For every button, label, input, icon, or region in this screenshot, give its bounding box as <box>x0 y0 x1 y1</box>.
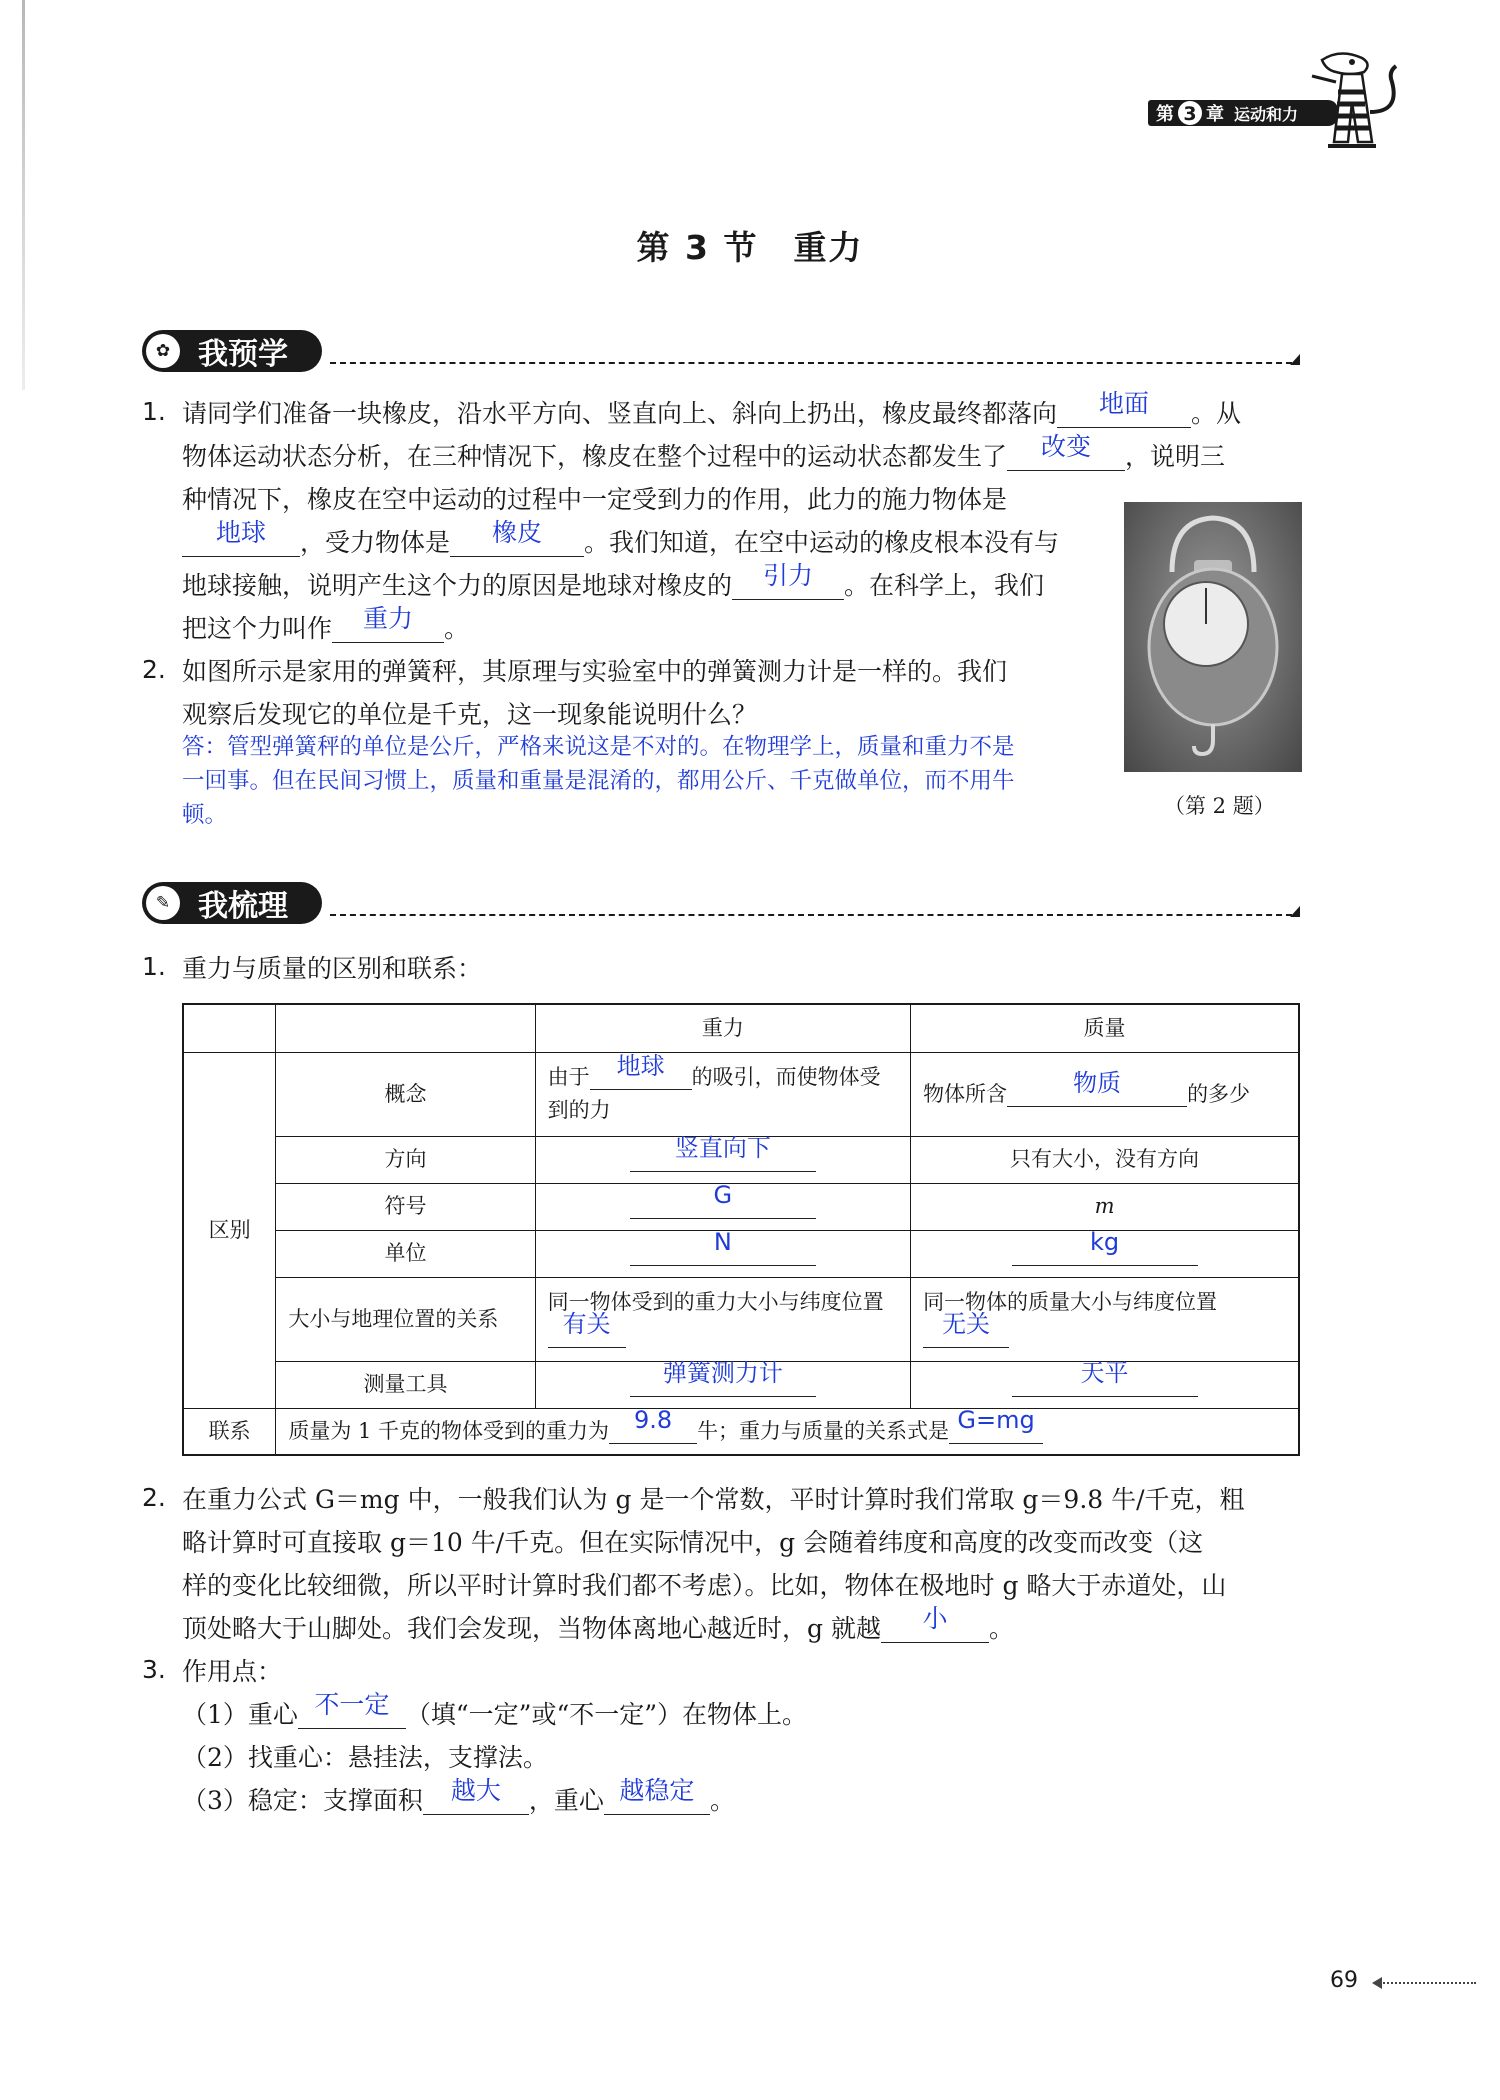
answer-gravity-symbol: G <box>713 1181 733 1209</box>
q1-text: 请同学们准备一块橡皮，沿水平方向、竖直向上、斜向上扔出，橡皮最终都落向 <box>182 399 1058 428</box>
q1-text: 。 <box>444 614 470 643</box>
q1-text: ，受力物体是 <box>300 528 451 557</box>
item3-text: （3）稳定：支撑面积 <box>182 1786 423 1815</box>
cell-mass-unit <box>911 1230 1299 1277</box>
q2-line2: 观察后发现它的单位是千克，这一现象能说明什么？ <box>182 700 758 729</box>
cell-gravity-concept <box>535 1052 910 1136</box>
item3-blank-1[interactable] <box>298 1690 406 1729</box>
page-number: 69 <box>1330 1968 1358 1993</box>
table-header-row <box>183 1004 1299 1052</box>
cell-text: 质量为 1 千克的物体受到的重力为 <box>288 1418 610 1443</box>
cell-gravity-symbol <box>535 1183 910 1230</box>
q1-answer-6: 重力 <box>363 604 414 633</box>
q1-number: 1. <box>142 397 166 426</box>
item3-answer-1: 不一定 <box>314 1690 390 1719</box>
row-label-unit: 单位 <box>276 1230 535 1277</box>
q1-answer-2: 改变 <box>1041 432 1092 461</box>
answer-mass-location: 无关 <box>942 1310 991 1338</box>
q1-answer-5: 引力 <box>763 561 814 590</box>
organize-banner-label: 我梳理 <box>198 889 288 924</box>
item3-title: 作用点： <box>182 1657 283 1686</box>
item3-blank-2[interactable] <box>423 1776 529 1815</box>
item3-sub3 <box>182 1776 1282 1823</box>
item3-text: （1）重心 <box>182 1700 298 1729</box>
cell-gravity-unit <box>535 1230 910 1277</box>
blank-gravity-symbol[interactable] <box>630 1181 816 1219</box>
blank-gravity-unit[interactable] <box>630 1228 816 1266</box>
row-label-location: 大小与地理位置的关系 <box>276 1277 535 1361</box>
organize-banner <box>142 882 1300 928</box>
q1-line2 <box>182 432 1302 479</box>
table-row <box>183 1230 1299 1277</box>
item3-answer-3: 越稳定 <box>619 1776 695 1805</box>
row-label-tool: 测量工具 <box>276 1361 535 1408</box>
table-corner <box>276 1004 535 1052</box>
spring-scale-icon <box>1124 502 1302 772</box>
q2-answer-line2: 一回事。但在民间习惯上，质量和重量是混淆的，都用公斤、千克做单位，而不用牛 <box>182 768 1015 794</box>
q1-text: ，说明三 <box>1125 442 1226 471</box>
q1-text: 。在科学上，我们 <box>844 571 1045 600</box>
item3-blank-3[interactable] <box>604 1776 710 1815</box>
answer-gravity-unit: N <box>713 1228 732 1256</box>
item3-text: ，重心 <box>528 1786 604 1815</box>
chapter-number: 3 <box>1178 101 1202 125</box>
item2-line2: 略计算时可直接取 g＝10 牛/千克。但在实际情况中，g 会随着纬度和高度的改变而改变（这 <box>182 1528 1204 1557</box>
organize-badge-icon: ✎ <box>146 886 180 920</box>
row-label-symbol: 符号 <box>276 1183 535 1230</box>
table-corner <box>183 1004 276 1052</box>
answer-relation-value: 9.8 <box>633 1405 673 1434</box>
blank-mass-concept[interactable] <box>1007 1068 1187 1107</box>
item2-answer: 小 <box>922 1604 948 1633</box>
cell-text: 由于 <box>547 1065 590 1089</box>
cell-mass-tool <box>911 1361 1299 1408</box>
cell-text: 的吸引，而使物体受到的力 <box>547 1065 881 1122</box>
preview-banner <box>142 330 1300 376</box>
q1-text: 物体运动状态分析，在三种情况下，橡皮在整个过程中的运动状态都发生了 <box>182 442 1008 471</box>
item1-number: 1. <box>142 952 166 981</box>
organize-banner-pill <box>142 882 322 924</box>
relation-cell <box>276 1405 1299 1455</box>
q1-blank-1[interactable] <box>1057 389 1191 428</box>
spring-scale-photo <box>1124 502 1302 772</box>
q1-blank-6[interactable] <box>332 604 444 643</box>
page-arrow-icon <box>1376 1982 1476 1984</box>
cell-gravity-tool <box>535 1361 910 1408</box>
blank-gravity-concept[interactable] <box>590 1052 692 1090</box>
table-row <box>183 1408 1299 1455</box>
item3-text: 。 <box>709 1786 735 1815</box>
answer-mass-tool: 天平 <box>1080 1359 1129 1387</box>
answer-mass-unit: kg <box>1089 1228 1120 1256</box>
header-mass: 质量 <box>911 1004 1299 1052</box>
item3-sub1 <box>182 1690 1282 1737</box>
page-spine <box>22 0 25 390</box>
organize-banner-tip <box>1290 906 1300 917</box>
q1-answer-4: 橡皮 <box>492 518 543 547</box>
q1-line3 <box>182 478 1122 522</box>
cell-text: 牛；重力与质量的关系式是 <box>697 1418 950 1443</box>
gravity-mass-table <box>182 1003 1300 1456</box>
table-row <box>183 1052 1299 1136</box>
item2-text: 顶处略大于山脚处。我们会发现，当物体离地心越近时，g 就越 <box>182 1614 881 1643</box>
item3-answer-2: 越大 <box>450 1776 501 1805</box>
q1-blank-4[interactable] <box>450 518 584 557</box>
q2-line1: 如图所示是家用的弹簧秤，其原理与实验室中的弹簧测力计是一样的。我们 <box>182 657 1008 686</box>
cell-text: 物体所含 <box>923 1081 1008 1106</box>
row-label-direction: 方向 <box>276 1136 535 1183</box>
cell-mass-direction: 只有大小，没有方向 <box>911 1136 1299 1183</box>
q1-blank-2[interactable] <box>1007 432 1125 471</box>
item2-line4 <box>182 1604 1307 1651</box>
answer-relation-formula: G=mg <box>957 1405 1035 1434</box>
q1-text: 。我们知道，在空中运动的橡皮根本没有与 <box>584 528 1060 557</box>
item3-number: 3. <box>142 1655 166 1684</box>
section-title: 第 3 节 重力 <box>636 228 864 267</box>
cell-text: 同一物体的质量大小与纬度位置 <box>923 1290 1218 1314</box>
blank-gravity-tool[interactable] <box>630 1359 816 1397</box>
item2-text: 。 <box>988 1614 1014 1643</box>
table-row <box>183 1277 1299 1361</box>
answer-mass-concept: 物质 <box>1073 1068 1122 1097</box>
answer-gravity-location: 有关 <box>562 1310 611 1338</box>
relation-label: 联系 <box>183 1408 276 1455</box>
blank-gravity-location[interactable] <box>548 1310 626 1348</box>
answer-gravity-concept: 地球 <box>616 1052 665 1080</box>
q2-number: 2. <box>142 655 166 684</box>
preview-banner-pill <box>142 330 322 372</box>
q1-line6 <box>182 604 1122 651</box>
q1-text: 把这个力叫作 <box>182 614 333 643</box>
chapter-title: 运动和力 <box>1234 104 1299 124</box>
preview-banner-rule <box>330 362 1292 364</box>
photo-caption: （第 2 题） <box>1164 794 1275 818</box>
item2-number: 2. <box>142 1483 166 1512</box>
q1-blank-5[interactable] <box>732 561 844 600</box>
table-row <box>183 1183 1299 1230</box>
q2-answer-line1: 答：管型弹簧秤的单位是公斤，严格来说这是不对的。在物理学上，质量和重力不是 <box>182 734 1015 760</box>
item3-text: （填“一定”或“不一定”）在物体上。 <box>405 1700 808 1729</box>
q1-text: 地球接触，说明产生这个力的原因是地球对橡皮的 <box>182 571 733 600</box>
q1-text: 种情况下，橡皮在空中运动的过程中一定受到力的作用，此力的施力物体是 <box>182 485 1008 514</box>
cell-mass-symbol: m <box>911 1183 1299 1230</box>
cell-mass-concept <box>911 1052 1299 1136</box>
blank-mass-unit[interactable] <box>1012 1228 1198 1266</box>
q1-blank-3[interactable] <box>182 518 300 557</box>
cell-text: 同一物体受到的重力大小与纬度位置 <box>547 1290 884 1314</box>
preview-badge-icon: ✿ <box>146 334 180 368</box>
blank-gravity-direction[interactable] <box>630 1134 816 1172</box>
table-row <box>183 1361 1299 1408</box>
table-row <box>183 1136 1299 1183</box>
item2-blank[interactable] <box>881 1604 989 1643</box>
row-label-concept: 概念 <box>276 1052 535 1136</box>
q2-answer-line3: 顿。 <box>182 802 228 828</box>
cell-gravity-location <box>535 1277 910 1361</box>
q1-line1 <box>182 389 1302 436</box>
q1-line4 <box>182 518 1122 565</box>
q1-line5 <box>182 561 1122 608</box>
chapter-suffix: 章 <box>1206 104 1224 125</box>
blank-relation-value[interactable] <box>609 1405 697 1444</box>
organize-banner-rule <box>330 914 1292 916</box>
item3-sub2: （2）找重心：悬挂法，支撑法。 <box>182 1743 548 1772</box>
q1-answer-3: 地球 <box>215 518 266 547</box>
chapter-prefix: 第 <box>1156 104 1174 125</box>
mascot-icon <box>1292 42 1412 172</box>
answer-gravity-tool: 弹簧测力计 <box>662 1359 783 1387</box>
cell-text: 的多少 <box>1187 1081 1251 1106</box>
blank-mass-tool[interactable] <box>1012 1359 1198 1397</box>
blank-mass-location[interactable] <box>923 1310 1009 1348</box>
cell-gravity-direction <box>535 1136 910 1183</box>
q1-text: 。从 <box>1191 399 1242 428</box>
difference-label: 区别 <box>183 1052 276 1408</box>
blank-relation-formula[interactable] <box>949 1405 1043 1444</box>
preview-banner-label: 我预学 <box>198 337 288 372</box>
cell-mass-location <box>911 1277 1299 1361</box>
item2-line3: 样的变化比较细微，所以平时计算时我们都不考虑）。比如，物体在极地时 g 略大于赤道处，山 <box>182 1571 1227 1600</box>
item2-line1: 在重力公式 G＝mg 中，一般我们认为 g 是一个常数，平时计算时我们常取 g＝9.8 牛/千克，粗 <box>182 1485 1245 1514</box>
q1-answer-1: 地面 <box>1099 389 1150 418</box>
answer-gravity-direction: 竖直向下 <box>674 1134 771 1162</box>
preview-banner-tip <box>1290 354 1300 365</box>
header-gravity: 重力 <box>535 1004 910 1052</box>
item1-text: 重力与质量的区别和联系： <box>182 954 483 983</box>
